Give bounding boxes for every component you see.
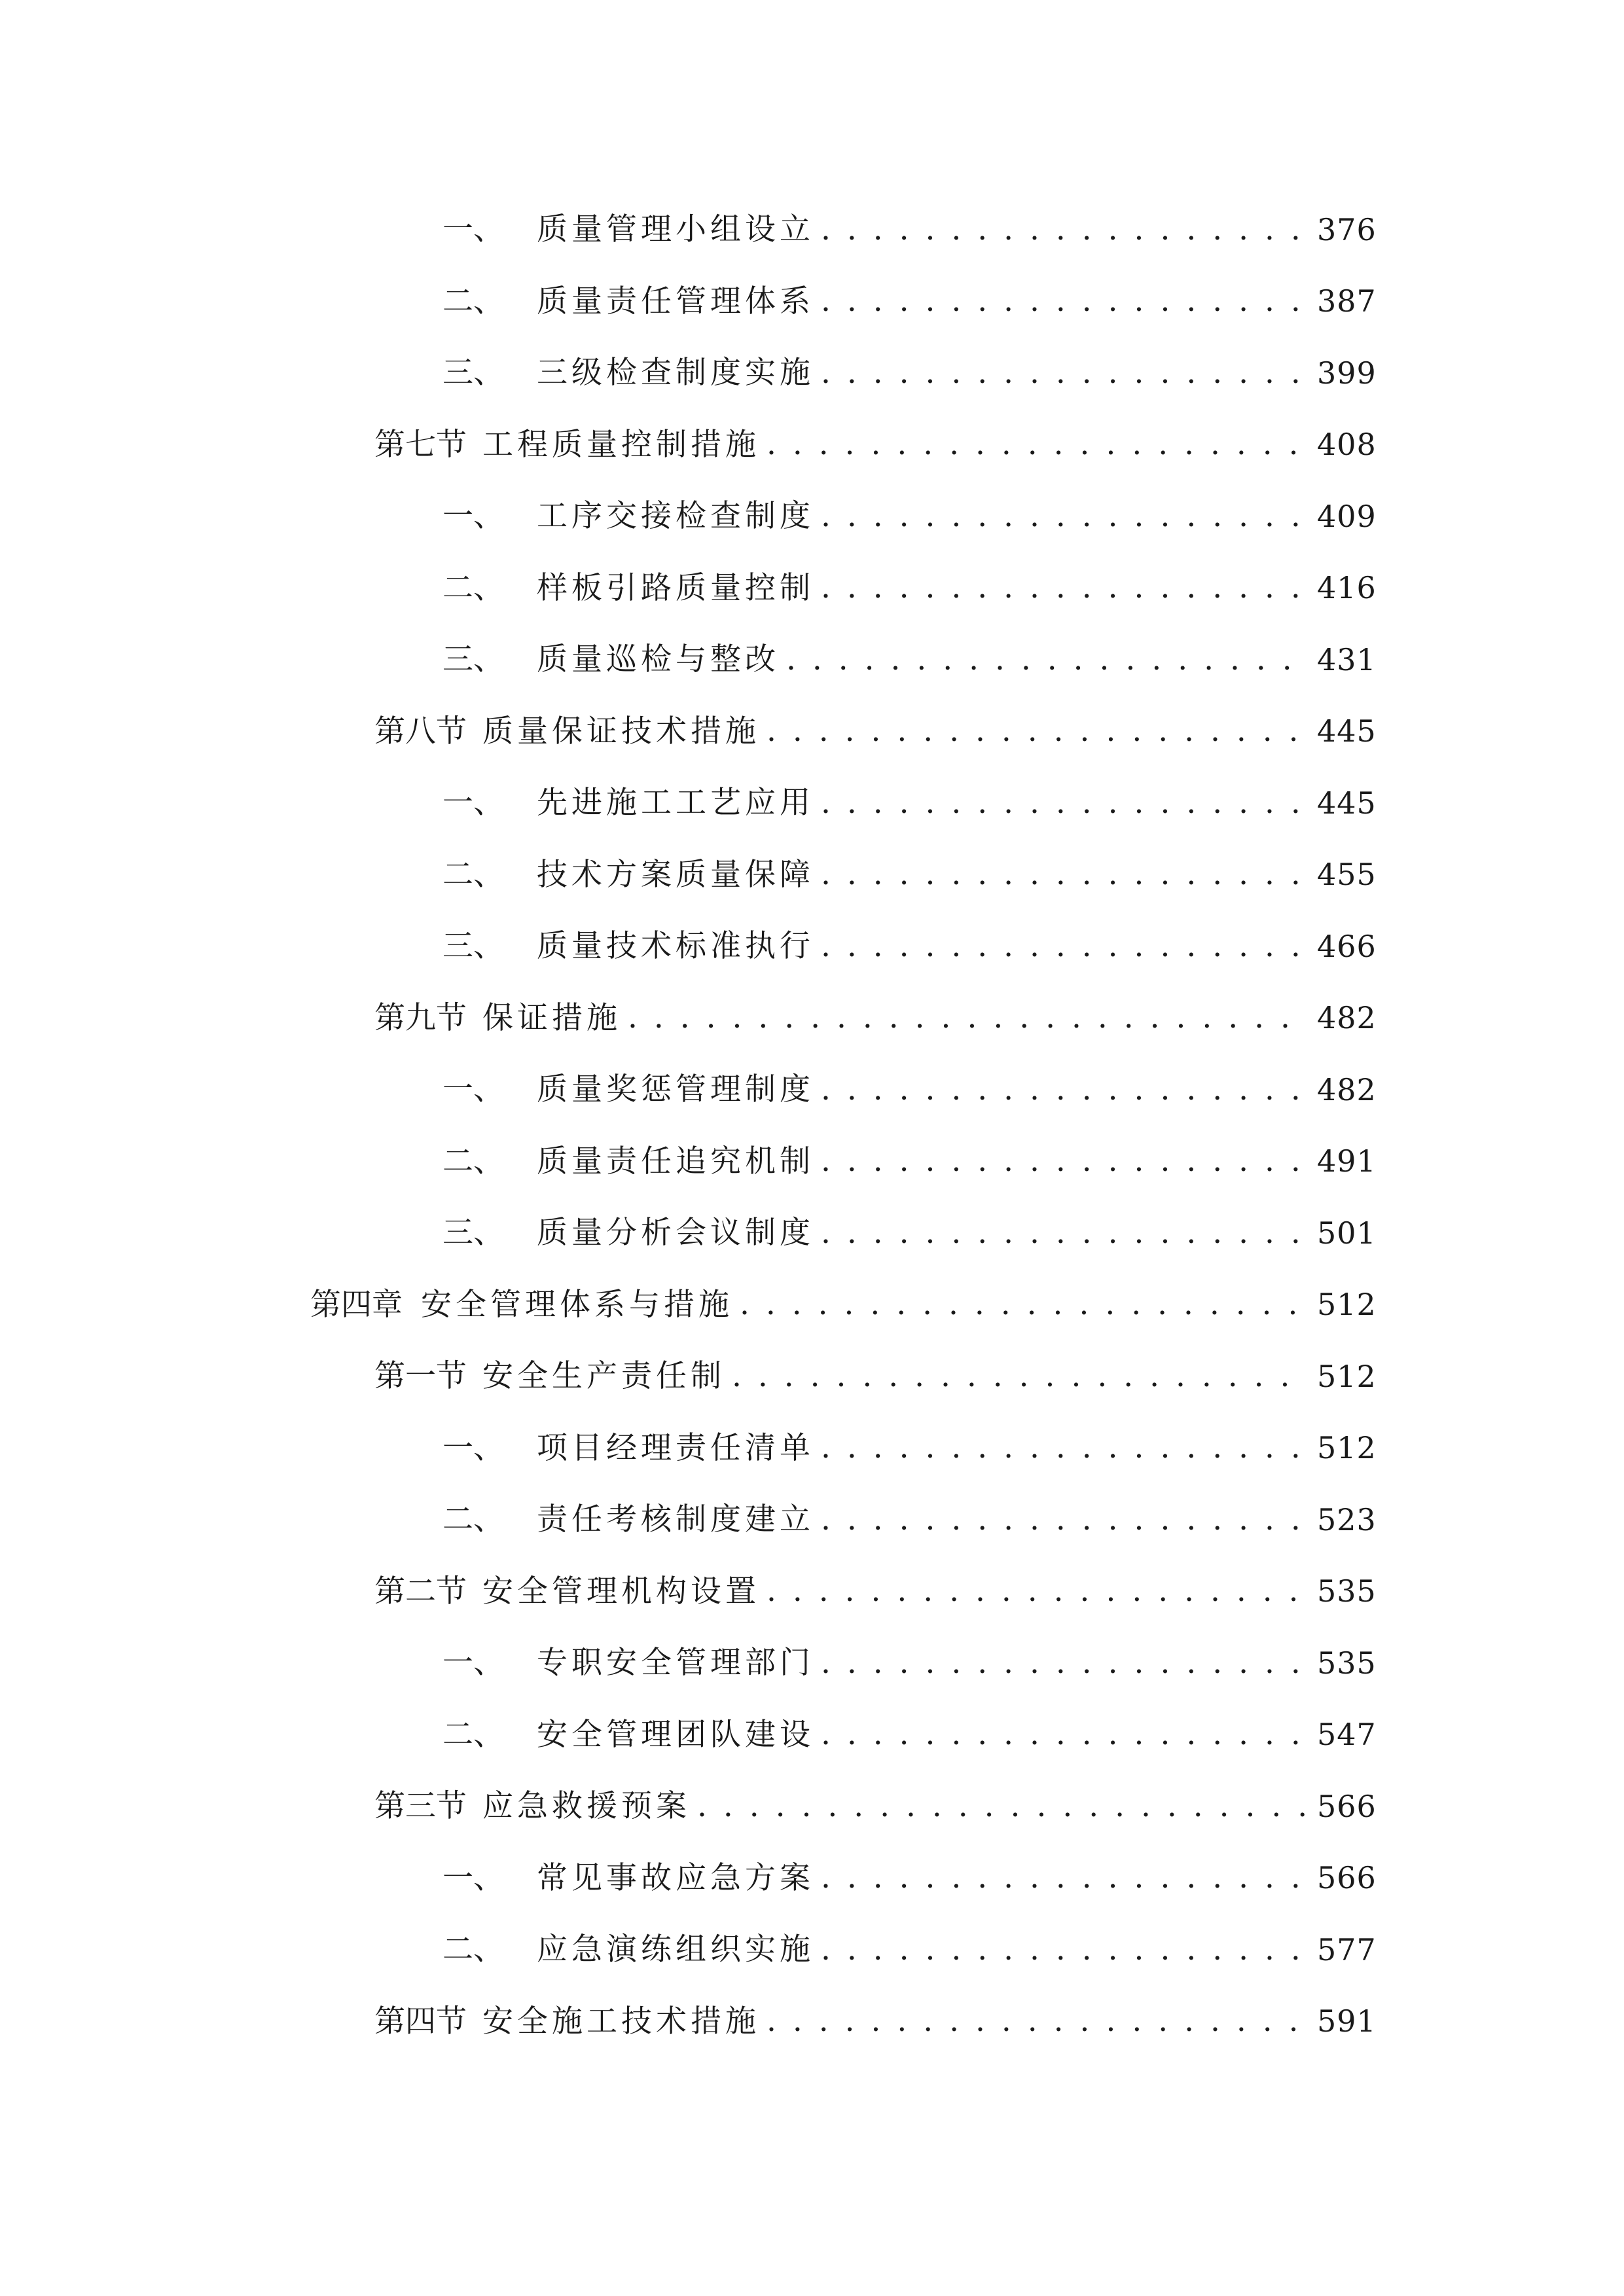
dot-leader — [767, 429, 1308, 460]
toc-entry-number: 二、 — [442, 856, 504, 893]
dot-leader — [821, 1145, 1308, 1177]
toc-entry-title: 质量责任追究机制 — [537, 1143, 814, 1179]
dot-leader — [821, 1934, 1308, 1965]
toc-entry-title: 安全管理团队建设 — [537, 1716, 814, 1753]
dot-leader — [821, 787, 1308, 819]
toc-entry[interactable] — [0, 624, 1624, 696]
toc-entry-number: 一、 — [442, 1859, 504, 1896]
toc-entry-page: 466 — [1317, 928, 1377, 964]
toc-entry-number: 一、 — [442, 1071, 504, 1108]
dot-leader — [821, 501, 1308, 532]
toc-entry[interactable] — [0, 767, 1624, 839]
dot-leader — [740, 1289, 1308, 1320]
toc-entry-title: 技术方案质量保障 — [537, 856, 814, 893]
toc-entry-title: 常见事故应急方案 — [537, 1859, 814, 1896]
toc-entry[interactable] — [0, 1054, 1624, 1126]
toc-entry-title: 质量保证技术措施 — [482, 713, 760, 749]
dot-leader — [767, 2005, 1308, 2037]
toc-entry-title: 质量技术标准执行 — [537, 928, 814, 965]
toc-entry-page: 547 — [1317, 1717, 1377, 1753]
toc-entry-page: 399 — [1317, 355, 1377, 391]
toc-entry-title: 样板引路质量控制 — [537, 569, 814, 606]
toc-entry-number: 三、 — [442, 641, 504, 678]
toc-entry-title: 安全施工技术措施 — [482, 2003, 760, 2039]
toc-entry[interactable] — [0, 1699, 1624, 1771]
toc-entry-page: 535 — [1317, 1573, 1377, 1609]
toc-entry-page: 577 — [1317, 1931, 1377, 1967]
toc-entry-page: 431 — [1317, 641, 1377, 677]
toc-entry-title: 工序交接检查制度 — [537, 498, 814, 535]
toc-section-entry[interactable] — [0, 1770, 1624, 1842]
toc-entry-title: 应急救援预案 — [482, 1788, 691, 1825]
toc-entry-page: 376 — [1317, 211, 1377, 247]
toc-entry-number: 二、 — [442, 569, 504, 606]
dot-leader — [821, 1719, 1308, 1750]
toc-entry-number: 三、 — [442, 928, 504, 965]
toc-entry[interactable] — [0, 480, 1624, 552]
dot-leader — [821, 214, 1308, 245]
toc-entry-title: 质量管理小组设立 — [537, 211, 814, 248]
toc-entry-page: 535 — [1317, 1645, 1377, 1681]
toc-entry-page: 512 — [1317, 1287, 1377, 1323]
toc-entry-number: 第一节 — [374, 1358, 467, 1395]
dot-leader — [821, 357, 1308, 389]
dot-leader — [821, 1862, 1308, 1893]
toc-entry[interactable] — [0, 910, 1624, 982]
toc-entry-page: 482 — [1317, 1071, 1377, 1107]
toc-entry-title: 工程质量控制措施 — [482, 426, 760, 463]
toc-section-entry[interactable] — [0, 1986, 1624, 2058]
dot-leader — [821, 1074, 1308, 1105]
dot-leader — [732, 1361, 1308, 1392]
toc-entry-page: 445 — [1317, 713, 1377, 749]
toc-entry-number: 二、 — [442, 283, 504, 319]
toc-entry[interactable] — [0, 266, 1624, 338]
toc-entry-title: 应急演练组织实施 — [537, 1931, 814, 1968]
toc-entry-title: 责任考核制度建立 — [537, 1501, 814, 1538]
toc-entry-number: 第七节 — [374, 426, 467, 463]
toc-entry[interactable] — [0, 552, 1624, 624]
toc-entry-title: 质量责任管理体系 — [537, 283, 814, 319]
toc-entry-page: 482 — [1317, 1000, 1377, 1036]
dot-leader — [821, 1432, 1308, 1463]
toc-entry[interactable] — [0, 1842, 1624, 1914]
dot-leader — [821, 931, 1308, 962]
toc-entry-number: 一、 — [442, 785, 504, 821]
toc-entry-number: 二、 — [442, 1931, 504, 1968]
dot-leader — [767, 715, 1308, 747]
toc-entry-number: 第九节 — [374, 999, 467, 1036]
toc-entry[interactable] — [0, 194, 1624, 266]
toc-entry-title: 安全生产责任制 — [482, 1358, 725, 1395]
toc-entry-page: 566 — [1317, 1788, 1377, 1824]
dot-leader — [821, 1647, 1308, 1679]
toc-entry-page: 445 — [1317, 785, 1377, 821]
toc-entry-page: 491 — [1317, 1143, 1377, 1179]
toc-entry-title: 质量奖惩管理制度 — [537, 1071, 814, 1108]
toc-section-entry[interactable] — [0, 1556, 1624, 1628]
toc-entry-number: 三、 — [442, 355, 504, 391]
toc-entry-number: 第四章 — [310, 1286, 403, 1323]
toc-section-entry[interactable] — [0, 409, 1624, 481]
dot-leader — [697, 1791, 1308, 1822]
toc-entry-number: 第四节 — [374, 2003, 467, 2039]
toc-entry-number: 第八节 — [374, 713, 467, 749]
toc-entry[interactable] — [0, 337, 1624, 409]
toc-entry[interactable] — [0, 1197, 1624, 1269]
dot-leader — [767, 1575, 1308, 1607]
dot-leader — [821, 859, 1308, 890]
toc-entry-title: 先进施工工艺应用 — [537, 785, 814, 821]
toc-entry-page: 512 — [1317, 1430, 1377, 1466]
toc-section-entry[interactable] — [0, 982, 1624, 1054]
toc-entry-title: 质量巡检与整改 — [537, 641, 780, 678]
toc-entry[interactable] — [0, 1914, 1624, 1986]
toc-entry-number: 一、 — [442, 1645, 504, 1681]
toc-entry-number: 二、 — [442, 1716, 504, 1753]
toc-entry-page: 387 — [1317, 283, 1377, 319]
toc-entry[interactable] — [0, 1412, 1624, 1484]
toc-entry-title: 安全管理体系与措施 — [421, 1286, 733, 1323]
toc-entry-number: 二、 — [442, 1501, 504, 1538]
toc-section-entry[interactable] — [0, 696, 1624, 768]
toc-entry-page: 408 — [1317, 427, 1377, 463]
toc-entry-number: 第三节 — [374, 1788, 467, 1825]
toc-entry-number: 一、 — [442, 1429, 504, 1466]
toc-entry-page: 512 — [1317, 1358, 1377, 1394]
dot-leader — [821, 1217, 1308, 1249]
dot-leader — [628, 1002, 1308, 1033]
toc-entry-page: 501 — [1317, 1215, 1377, 1251]
toc-entry-number: 三、 — [442, 1215, 504, 1251]
toc-entry-title: 三级检查制度实施 — [537, 355, 814, 391]
toc-entry-number: 二、 — [442, 1143, 504, 1179]
toc-chapter-entry[interactable] — [0, 1269, 1624, 1341]
dot-leader — [821, 572, 1308, 603]
toc-entry-page: 591 — [1317, 2003, 1377, 2039]
toc-entry-title: 安全管理机构设置 — [482, 1573, 760, 1609]
table-of-contents — [0, 194, 1624, 2057]
toc-entry[interactable] — [0, 839, 1624, 911]
toc-section-entry[interactable] — [0, 1340, 1624, 1412]
toc-entry-page: 409 — [1317, 498, 1377, 534]
toc-entry-title: 项目经理责任清单 — [537, 1429, 814, 1466]
toc-entry-title: 保证措施 — [482, 999, 621, 1036]
toc-entry[interactable] — [0, 1484, 1624, 1556]
toc-entry[interactable] — [0, 1627, 1624, 1699]
toc-entry-number: 第二节 — [374, 1573, 467, 1609]
toc-entry-number: 一、 — [442, 211, 504, 248]
toc-entry-page: 416 — [1317, 570, 1377, 606]
toc-entry[interactable] — [0, 1126, 1624, 1198]
toc-entry-page: 455 — [1317, 857, 1377, 893]
toc-entry-page: 566 — [1317, 1860, 1377, 1896]
toc-entry-page: 523 — [1317, 1501, 1377, 1537]
dot-leader — [821, 285, 1308, 317]
dot-leader — [786, 644, 1308, 675]
toc-entry-title: 质量分析会议制度 — [537, 1215, 814, 1251]
dot-leader — [821, 1504, 1308, 1535]
toc-entry-number: 一、 — [442, 498, 504, 535]
toc-entry-title: 专职安全管理部门 — [537, 1645, 814, 1681]
